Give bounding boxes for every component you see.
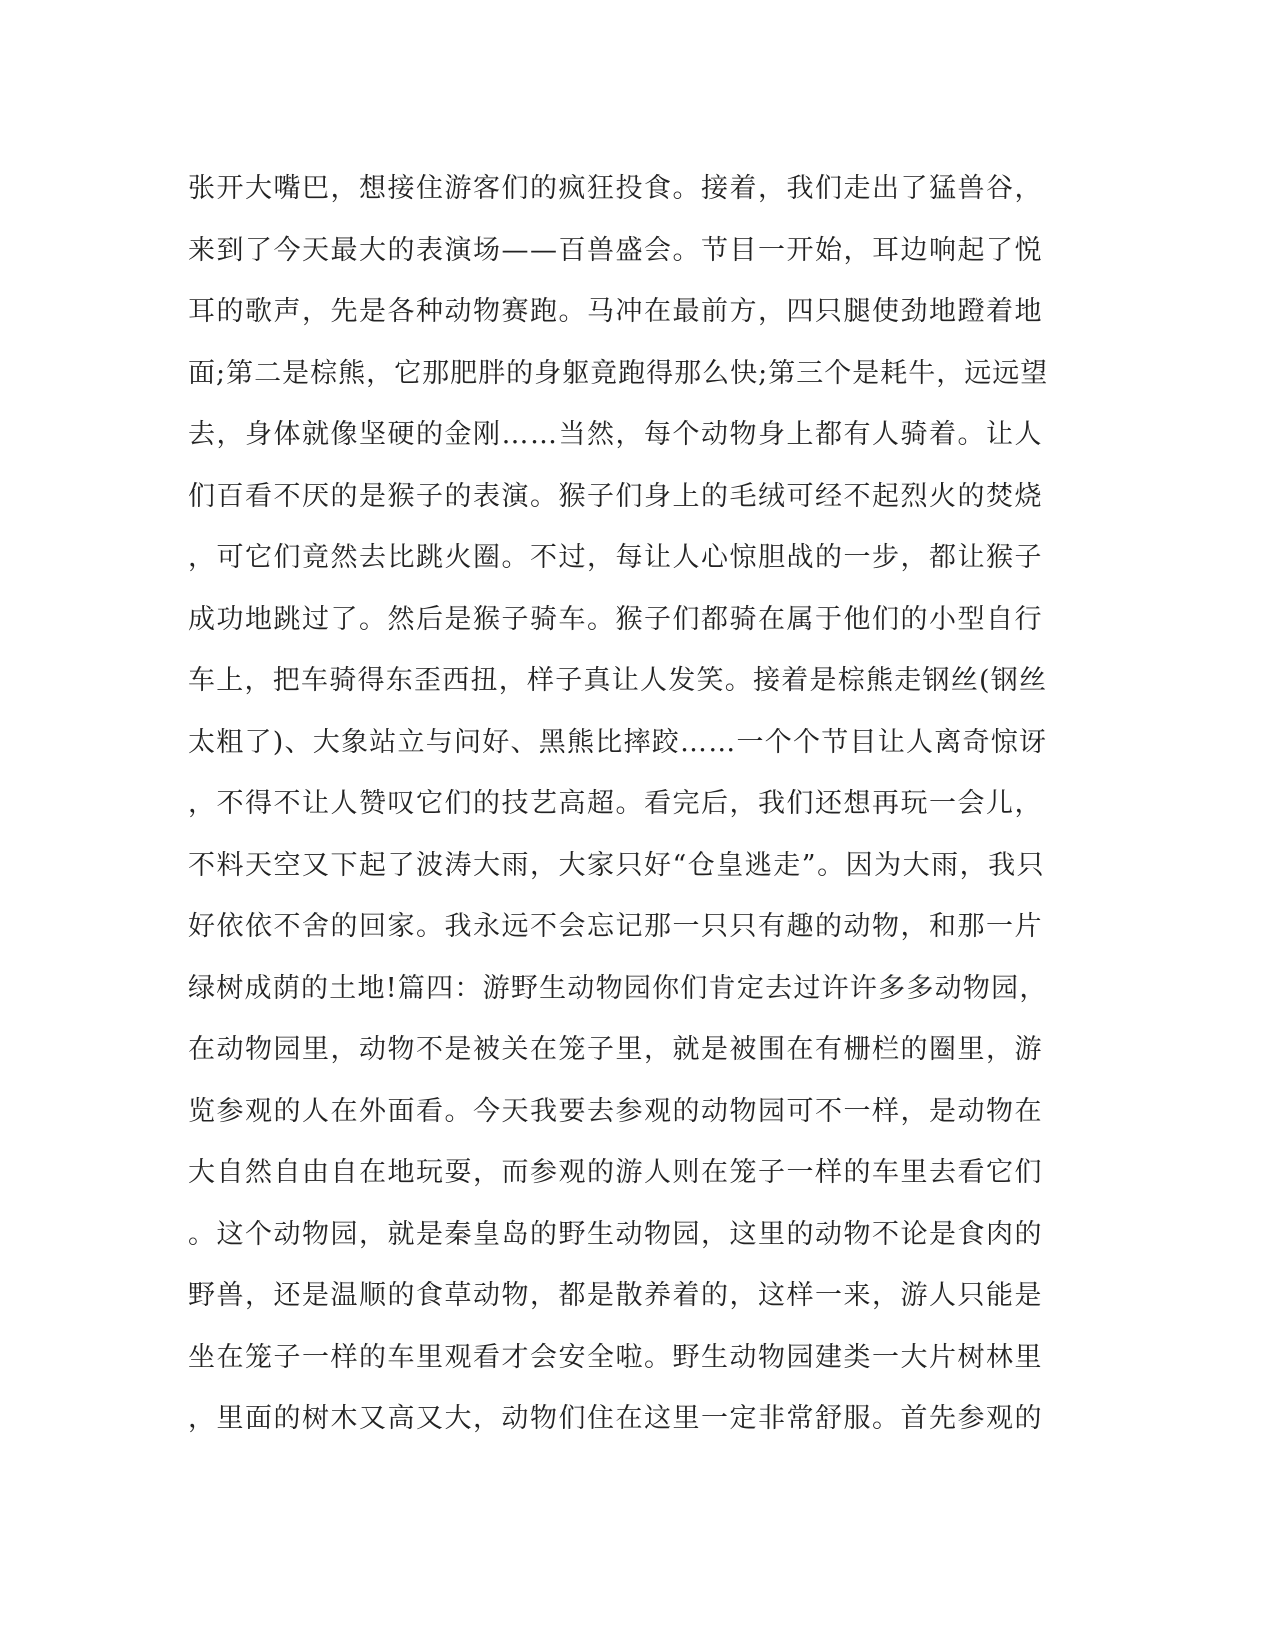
text-line: 览参观的人在外面看。今天我要去参观的动物园可不一样，是动物在 <box>188 1095 1043 1127</box>
text-line: 大自然自由自在地玩耍，而参观的游人则在笼子一样的车里去看它们 <box>188 1157 1043 1188</box>
text-line: 张开大嘴巴，想接住游客们的疯狂投食。接着，我们走出了猛兽谷， <box>188 173 1043 204</box>
text-line: ，里面的树木又高又大，动物们住在这里一定非常舒服。首先参观的 <box>188 1403 1043 1434</box>
text-line: 野兽，还是温顺的食草动物，都是散养着的，这样一来，游人只能是 <box>188 1280 1043 1311</box>
text-line: 不料天空又下起了波涛大雨，大家只好“仓皇逃走”。因为大雨，我只 <box>188 849 1046 881</box>
text-line: 耳的歌声，先是各种动物赛跑。马冲在最前方，四只腿使劲地蹬着地 <box>188 296 1043 327</box>
text-line: 。这个动物园，就是秦皇岛的野生动物园，这里的动物不论是食肉的 <box>188 1218 1043 1250</box>
text-line: ，可它们竟然去比跳火圈。不过，每让人心惊胆战的一步，都让猴子 <box>188 542 1043 573</box>
text-line: 成功地跳过了。然后是猴子骑车。猴子们都骑在属于他们的小型自行 <box>188 603 1043 635</box>
text-line: 太粗了)、大象站立与问好、黑熊比摔跤……一个个节目让人离奇惊讶 <box>188 726 1048 758</box>
text-line: 们百看不厌的是猴子的表演。猴子们身上的毛绒可经不起烈火的焚烧 <box>188 480 1043 512</box>
text-line: 面;第二是棕熊，它那肥胖的身躯竟跑得那么快;第三个是耗牛，远远望 <box>188 357 1049 389</box>
text-line: 绿树成荫的土地!篇四：游野生动物园你们肯定去过许许多多动物园， <box>188 972 1048 1004</box>
text-line: 去，身体就像坚硬的金刚……当然，每个动物身上都有人骑着。让人 <box>188 419 1043 450</box>
text-line: 好依依不舍的回家。我永远不会忘记那一只只有趣的动物，和那一片 <box>188 911 1043 942</box>
text-line: 坐在笼子一样的车里观看才会安全啦。野生动物园建类一大片树林里 <box>188 1341 1043 1373</box>
text-line: 来到了今天最大的表演场——百兽盛会。节目一开始，耳边响起了悦 <box>188 234 1043 266</box>
text-line: 车上，把车骑得东歪西扭，样子真让人发笑。接着是棕熊走钢丝(钢丝 <box>188 665 1048 696</box>
text-line: ，不得不让人赞叹它们的技艺高超。看完后，我们还想再玩一会儿， <box>188 788 1043 819</box>
body-text <box>188 158 1048 1450</box>
text-line: 在动物园里，动物不是被关在笼子里，就是被围在有栅栏的圈里，游 <box>188 1034 1043 1065</box>
